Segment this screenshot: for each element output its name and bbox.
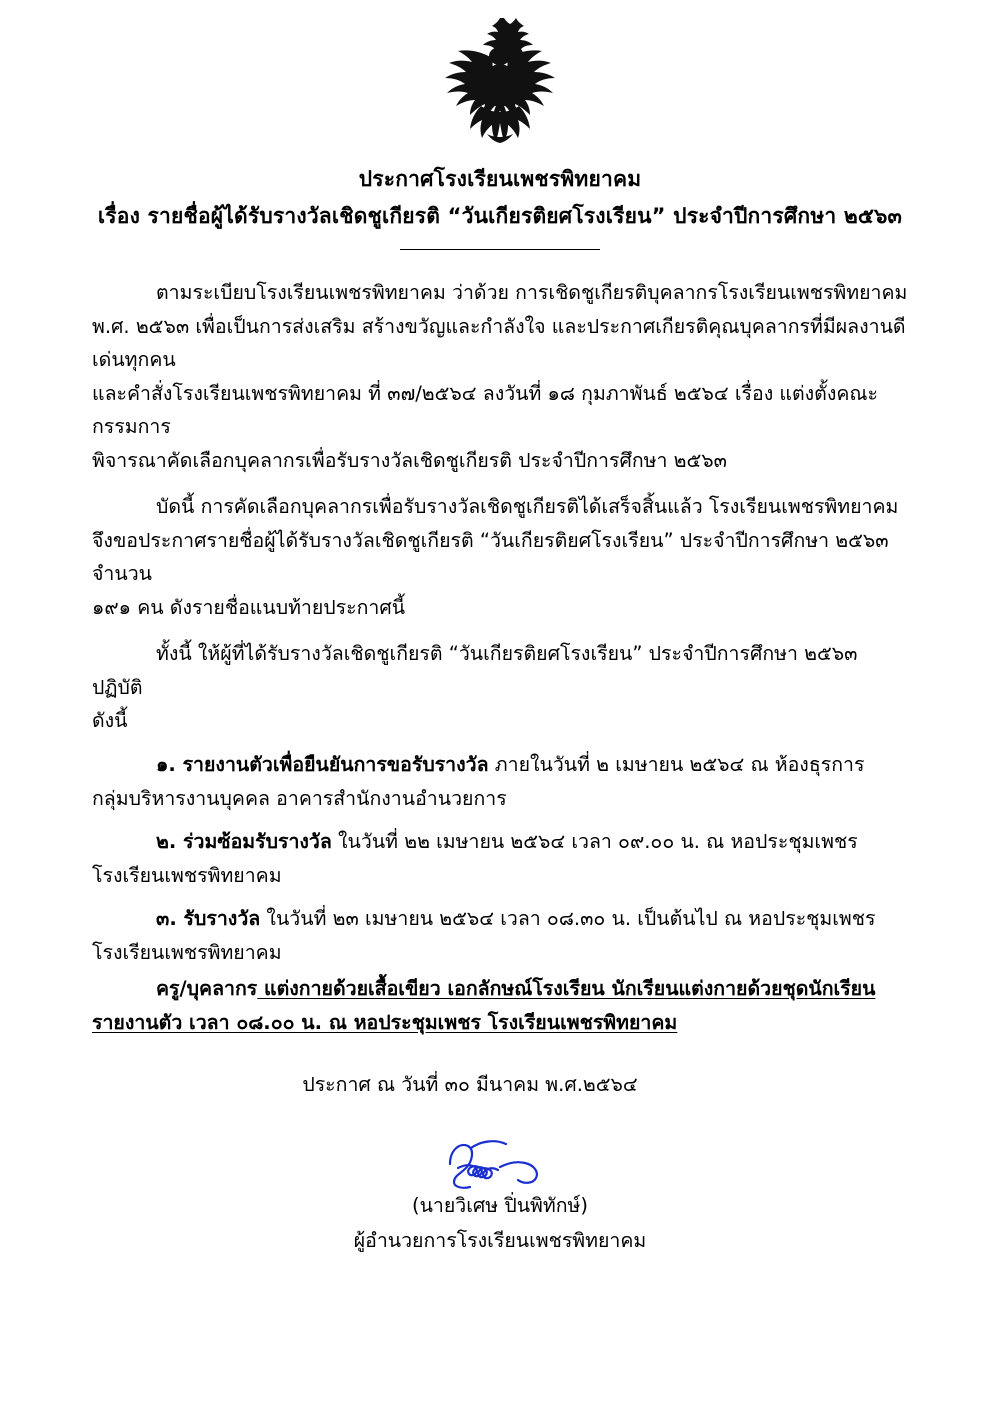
- paragraph-2: [92, 490, 908, 624]
- signature-block: [0, 1134, 1000, 1256]
- list-item-3-line-2: โรงเรียนเพชรพิทยาคม: [92, 940, 282, 964]
- paragraph-1: [92, 276, 908, 477]
- paragraph-1-line-4: พิจารณาคัดเลือกบุคลากรเพื่อรับรางวัลเชิดชูเกียรติ ประจำปีการศึกษา ๒๕๖๓: [92, 448, 727, 472]
- list-item-2-label: ๒. ร่วมซ้อมรับรางวัล: [156, 830, 332, 854]
- document-body: [92, 276, 908, 1039]
- dress-code-line-2: รายงานตัว เวลา ๐๘.๐๐ น. ณ หอประชุมเพชร โรงเรียนเพชรพิทยาคม: [92, 1010, 678, 1034]
- signatory-name: (นายวิเศษ ปิ่นพิทักษ์): [411, 1194, 589, 1218]
- paragraph-3-line-2: ดังนี้: [92, 709, 128, 733]
- signatory-role: ผู้อำนวยการโรงเรียนเพชรพิทยาคม: [353, 1229, 647, 1253]
- emblem-container: [0, 0, 1000, 150]
- dress-code-label: ครู/บุคลากร: [156, 977, 258, 1001]
- paragraph-2-line-2: จึงขอประกาศรายชื่อผู้ได้รับรางวัลเชิดชูเกียรติ “วันเกียรติยศโรงเรียน” ประจำปีการศึกษา ๒๕๖๓ จำนวน: [92, 528, 889, 586]
- dress-code-note: [92, 972, 908, 1039]
- list-item-2-detail: ในวันที่ ๒๒ เมษายน ๒๕๖๔ เวลา ๐๙.๐๐ น. ณ หอประชุมเพชร: [331, 830, 858, 854]
- paragraph-2-line-1: บัดนี้ การคัดเลือกบุคลากรเพื่อรับรางวัลเชิดชูเกียรติได้เสร็จสิ้นแล้ว โรงเรียนเพชรพิทยาคม: [156, 495, 899, 519]
- paragraph-2-line-3: ๑๙๑ คน ดังรายชื่อแนบท้ายประกาศนี้: [92, 595, 406, 619]
- list-item-1-detail: ภายในวันที่ ๒ เมษายน ๒๕๖๔ ณ ห้องธุรการ: [488, 753, 865, 776]
- heading-line-1: ประกาศโรงเรียนเพชรพิทยาคม: [358, 167, 642, 191]
- paragraph-1-line-3: และคำสั่งโรงเรียนเพชรพิทยาคม ที่ ๓๗/๒๕๖๔ ลงวันที่ ๑๘ กุมภาพันธ์ ๒๕๖๔ เรื่อง แต่งตั้งคณะกรรมการ: [92, 381, 878, 439]
- handwritten-signature-icon: [430, 1134, 570, 1194]
- heading-line-2: เรื่อง รายชื่อผู้ได้รับรางวัลเชิดชูเกียรติ “วันเกียรติยศโรงเรียน” ประจำปีการศึกษา ๒๕๖๓: [97, 203, 903, 228]
- paragraph-1-line-2: พ.ศ. ๒๕๖๓ เพื่อเป็นการส่งเสริม สร้างขวัญและกำลังใจ และประกาศเกียรติคุณบุคลากรที่มีผลงานดีเด่นทุกคน: [92, 314, 906, 372]
- list-item-3: [92, 902, 908, 969]
- list-item-1-line-2: กลุ่มบริหารงานบุคคล อาคารสำนักงานอำนวยการ: [92, 786, 507, 810]
- garuda-emblem-icon: [435, 10, 565, 150]
- list-item-3-detail: ในวันที่ ๒๓ เมษายน ๒๕๖๔ เวลา ๐๘.๓๐ น. เป็นต้นไป ณ หอประชุมเพชร: [260, 907, 876, 931]
- list-item-2-line-2: โรงเรียนเพชรพิทยาคม: [92, 863, 282, 887]
- paragraph-1-line-1: ตามระเบียบโรงเรียนเพชรพิทยาคม ว่าด้วย การเชิดชูเกียรติบุคลากรโรงเรียนเพชรพิทยาคม: [156, 281, 908, 305]
- announcement-date: ประกาศ ณ วันที่ ๓๐ มีนาคม พ.ศ.๒๕๖๔: [302, 1073, 638, 1097]
- document-heading: [0, 164, 1000, 250]
- list-item-1: [92, 748, 908, 815]
- list-item-2: [92, 825, 908, 892]
- dress-code-detail: แต่งกายด้วยเสื้อเขียว เอกลักษณ์โรงเรียน นักเรียนแต่งกายด้วยชุดนักเรียน: [257, 977, 876, 1001]
- paragraph-3-line-1: ทั้งนี้ ให้ผู้ที่ได้รับรางวัลเชิดชูเกียรติ “วันเกียรติยศโรงเรียน” ประจำปีการศึกษา ๒๕๖๓ ปฏิบัติ: [92, 642, 858, 699]
- list-item-3-label: ๓. รับรางวัล: [156, 907, 261, 931]
- heading-divider: [400, 249, 600, 250]
- paragraph-3: [92, 637, 908, 738]
- list-item-1-label: ๑. รายงานตัวเพื่อยืนยันการขอรับรางวัล: [156, 753, 489, 776]
